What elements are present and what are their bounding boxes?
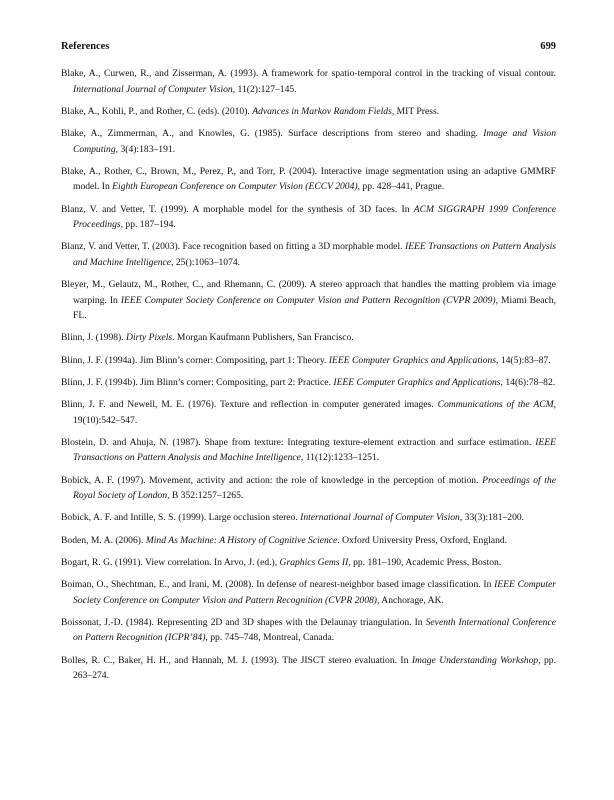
reference-text: Blostein, D. and Ahuja, N. (1987). Shape from texture: Integrating texture-element extraction and surface estimation. (61, 436, 536, 448)
reference-text: Boissonat, J.-D. (1984). Representing 2D and 3D shapes with the Delaunay triangulation. In (61, 616, 426, 628)
reference-text: , 14(6):78–82. (500, 376, 556, 388)
reference-text: Blake, A., Curwen, R., and Zisserman, A. (1993). A framework for spatio-temporal control in the tracking of visual contour. (61, 68, 556, 79)
reference-entry (61, 533, 556, 549)
reference-venue: Mind As Machine: A History of Cognitive Science (145, 534, 338, 546)
reference-text: , Miami Beach, FL. (73, 294, 556, 322)
reference-entry (61, 104, 556, 120)
reference-venue: International Journal of Computer Vision (300, 512, 460, 524)
reference-entry (61, 164, 556, 195)
reference-venue: Graphics Gems II (279, 556, 349, 568)
reference-text: Bogart, R. G. (1991). View correlation. In Arvo, J. (ed.), (61, 556, 280, 568)
reference-text: Blinn, J. F. (1994a). Jim Blinn’s corner: Compositing, part 1: Theory. (61, 354, 329, 366)
reference-text: , pp. 263–274. (73, 654, 556, 682)
reference-entry (61, 435, 556, 466)
reference-entry (61, 202, 556, 233)
reference-text: Boiman, O., Shechtman, E., and Irani, M. (2008). In defense of nearest-neighbor based image classification. In (61, 578, 495, 590)
page-number: 699 (540, 41, 556, 52)
reference-text: Blake, A., Kohli, P., and Rother, C. (eds). (2010). (61, 105, 253, 117)
reference-text: , pp. 181–190, Academic Press, Boston. (348, 556, 502, 568)
reference-venue: IEEE Computer Graphics and Applications (333, 376, 501, 388)
reference-text: Bleyer, M., Gelautz, M., Rother, C., and Rhemann, C. (2009). A stereo approach that handles the matting problem via image warping. In (61, 279, 556, 306)
reference-venue: IEEE Transactions on Pattern Analysis and Machine Intelligence (73, 436, 556, 464)
reference-text: , 3(4):183–191. (115, 143, 176, 155)
reference-text: , B 352:1257–1265. (167, 490, 244, 502)
reference-entry (61, 375, 556, 391)
reference-text: Blinn, J. (1998). (61, 332, 127, 344)
reference-entry (61, 277, 556, 324)
reference-text: Blanz, V. and Vetter, T. (2003). Face recognition based on fitting a 3D morphable model. (61, 241, 405, 253)
reference-venue: IEEE Transactions on Pattern Analysis and Machine Intelligence (73, 241, 557, 268)
reference-entry (61, 330, 556, 346)
reference-text: . Oxford University Press, Oxford, England. (337, 534, 508, 546)
reference-text: , pp. 428–441, Prague. (357, 181, 445, 193)
reference-venue: Image Understanding Workshop (411, 654, 539, 666)
reference-text: Blake, A., Zimmerman, A., and Knowles, G. (1985). Surface descriptions from stereo and shading. (61, 127, 484, 139)
reference-venue: International Journal of Computer Vision (73, 83, 233, 95)
section-title: References (61, 41, 110, 52)
reference-text: Boden, M. A. (2006). (61, 534, 146, 546)
reference-text: , 11(2):127–145. (232, 83, 297, 95)
reference-venue: Dirty Pixels (126, 332, 173, 344)
reference-entry (61, 653, 556, 684)
reference-text: , 25():1063–1074. (171, 256, 241, 268)
reference-venue: IEEE Computer Society Conference on Computer Vision and Pattern Recognition (CVPR 2009) (120, 294, 496, 306)
reference-venue: Proceedings of the Royal Society of London (73, 474, 556, 502)
reference-text: Bolles, R. C., Baker, H. H., and Hannah, M. J. (1993). The JISCT stereo evaluation. In (61, 654, 412, 666)
reference-text: Blinn, J. F. (1994b). Jim Blinn’s corner: Compositing, part 2: Practice. (61, 376, 334, 388)
reference-text: , 19(10):542–547. (73, 399, 556, 426)
reference-entry (61, 397, 556, 428)
running-header (61, 40, 556, 54)
reference-text: , 33(3):181–200. (459, 512, 525, 524)
reference-text: , MIT Press. (391, 105, 440, 117)
reference-venue: ACM SIGGRAPH 1999 Conference Proceedings (73, 203, 556, 231)
reference-text: Bobick, A. F. (1997). Movement, activity and action: the role of knowledge in the perception of motion. (61, 474, 483, 486)
reference-venue: Advances in Markov Random Fields (252, 105, 392, 117)
reference-entry (61, 615, 556, 646)
reference-text: , pp. 187–194. (120, 219, 176, 231)
reference-entry (61, 577, 556, 608)
reference-text: Blanz, V. and Vetter, T. (1999). A morphable model for the synthesis of 3D faces. In (61, 203, 414, 215)
reference-venue: Image and Vision Computing (73, 127, 556, 155)
reference-entry (61, 239, 556, 270)
reference-text: , 14(5):83–87. (496, 354, 551, 366)
reference-venue: Eighth European Conference on Computer Vision (ECCV 2004) (112, 181, 358, 193)
reference-entry (61, 66, 556, 97)
reference-venue: Communications of the ACM (437, 399, 554, 411)
reference-list (61, 66, 556, 690)
reference-text: , 11(12):1233–1251. (300, 452, 380, 464)
reference-venue: IEEE Computer Society Conference on Computer Vision and Pattern Recognition (CVPR 2008) (73, 578, 556, 606)
reference-venue: IEEE Computer Graphics and Applications (328, 354, 497, 366)
reference-text: , Anchorage, AK. (377, 594, 444, 606)
reference-entry (61, 555, 556, 571)
reference-text: Blake, A., Rother, C., Brown, M., Perez, P., and Torr, P. (2004). Interactive image segmentation using an adaptive GMMRF model. In (61, 165, 556, 193)
reference-text: Bobick, A. F. and Intille, S. S. (1999). Large occlusion stereo. (61, 512, 301, 524)
reference-text: Blinn, J. F. and Newell, M. E. (1976). Texture and reflection in computer generated images. (61, 399, 438, 411)
reference-entry (61, 126, 556, 157)
reference-entry (61, 510, 556, 526)
reference-text: . Morgan Kaufmann Publishers, San Francisco. (172, 332, 354, 344)
reference-entry (61, 353, 556, 369)
reference-entry (61, 473, 556, 504)
reference-text: , pp. 745–748, Montreal, Canada. (205, 632, 335, 644)
reference-venue: Seventh International Conference on Pattern Recognition (ICPR’84) (73, 616, 556, 644)
